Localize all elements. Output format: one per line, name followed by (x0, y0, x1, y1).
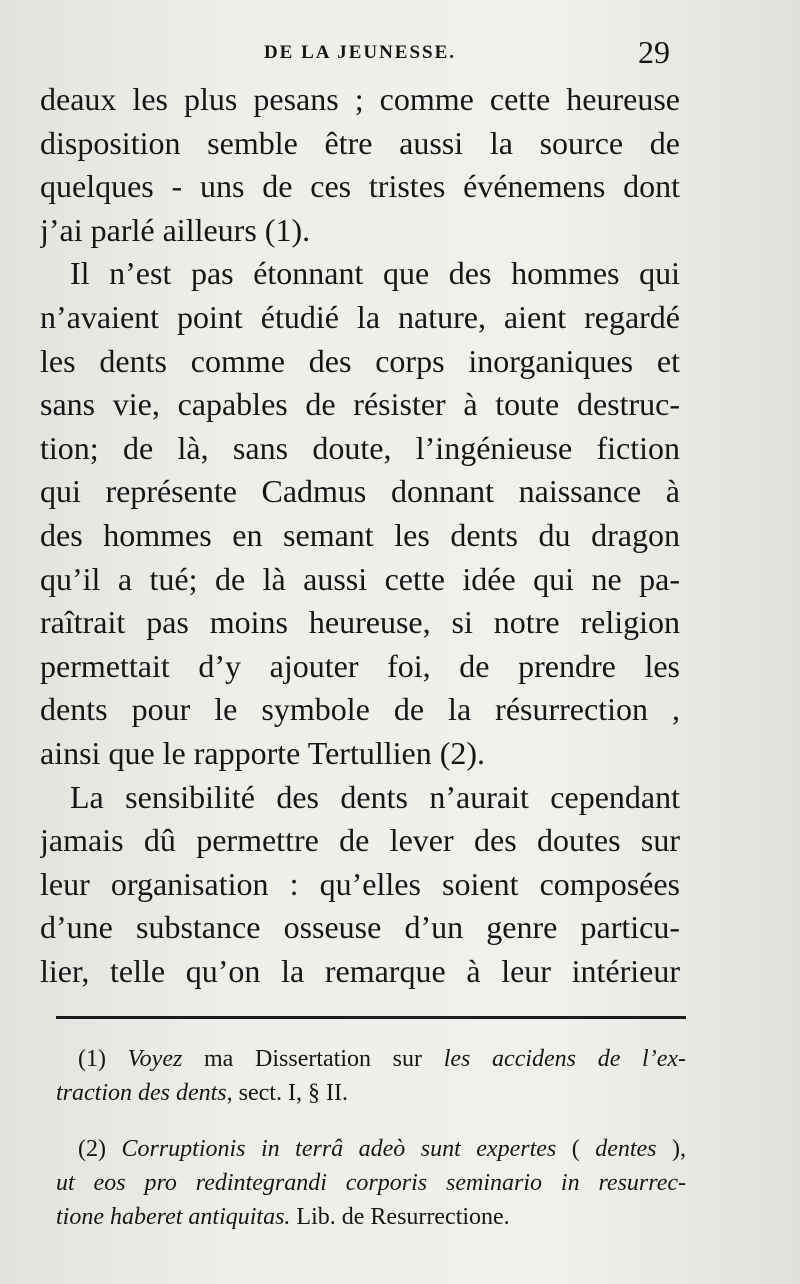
footnote-divider (56, 1016, 686, 1019)
text-line: lier, telle qu’on la remarque à leur intérieur (40, 952, 680, 989)
text-line: sans vie, capables de résister à toute destruc- (40, 386, 680, 423)
text-line: d’une substance osseuse d’un genre particu- (40, 909, 680, 946)
text-line: tion; de là, sans doute, l’ingénieuse fiction (40, 429, 680, 466)
text-line: quelques - uns de ces tristes événemens dont (40, 168, 680, 205)
page-header (40, 34, 680, 78)
text-line: jamais dû permettre de lever des doutes sur (40, 822, 680, 859)
footnote-2-line: tione haberet antiquitas. Lib. de Resurrectione. (56, 1204, 510, 1230)
text-line: deaux les plus pesans ; comme cette heureuse (40, 81, 680, 117)
text-line: La sensibilité des dents n’aurait cependant (70, 778, 680, 815)
text-line: disposition semble être aussi la source de (40, 124, 680, 161)
page-number: 29 (638, 34, 670, 70)
text-line: ainsi que le rapporte Tertullien (2). (40, 734, 486, 771)
text-line: Il n’est pas étonnant que des hommes qui (70, 255, 680, 292)
text-line: raîtrait pas moins heureuse, si notre religion (40, 604, 680, 641)
text-line: leur organisation : qu’elles soient composées (40, 865, 680, 902)
footnote-1-line: (1) Voyez ma Dissertation sur les accidens de l’ex- (78, 1046, 686, 1072)
text-line: les dents comme des corps inorganiques et (40, 342, 680, 379)
text-line: dents pour le symbole de la résurrection , (40, 691, 680, 728)
footnote-2-line: ut eos pro redintegrandi corporis seminario in resurrec- (56, 1170, 686, 1196)
text-line: qu’il a tué; de là aussi cette idée qui ne pa- (40, 560, 680, 597)
text-line: j’ai parlé ailleurs (1). (40, 211, 311, 248)
text-line: des hommes en semant les dents du dragon (40, 516, 680, 553)
footnote-1-line: traction des dents, sect. I, § II. (56, 1080, 348, 1106)
footnote-2-line: (2) Corruptionis in terrâ adeò sunt expertes ( dentes ), (78, 1136, 686, 1162)
footnotes (56, 1042, 686, 1234)
main-text (40, 78, 680, 993)
text-line: permettait d’y ajouter foi, de prendre les (40, 647, 680, 684)
running-title: DE LA JEUNESSE. (263, 42, 457, 63)
text-line: qui représente Cadmus donnant naissance à (40, 473, 680, 510)
text-line: n’avaient point étudié la nature, aient regardé (40, 298, 680, 335)
